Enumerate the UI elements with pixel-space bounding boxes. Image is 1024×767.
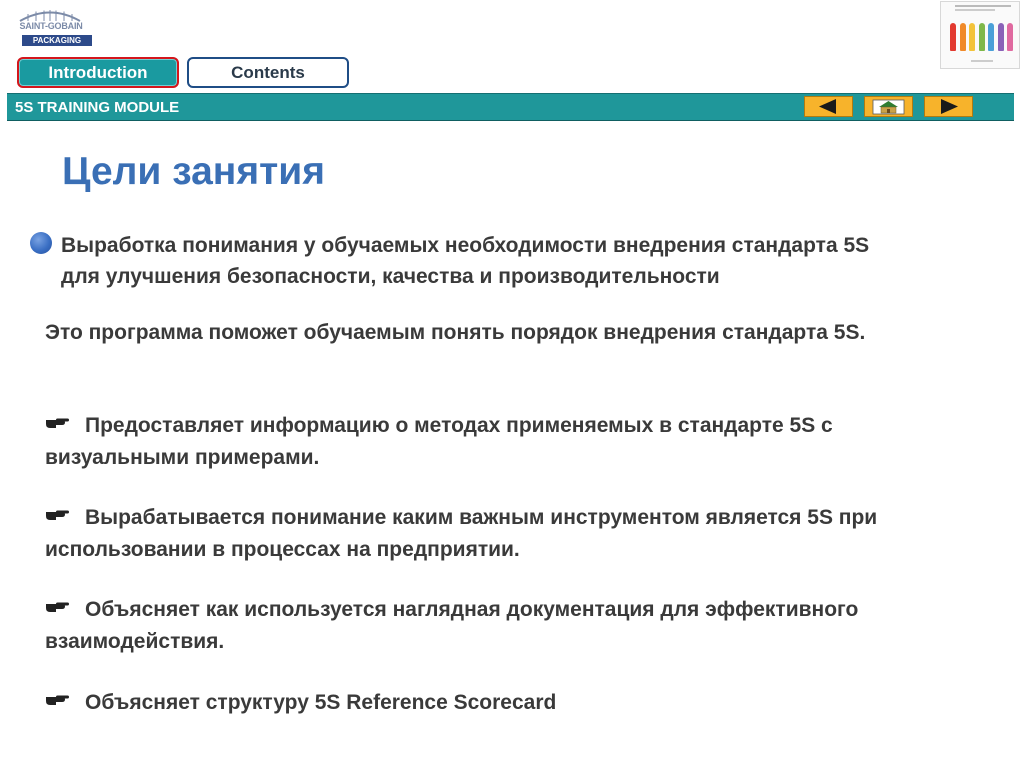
bottle-icon xyxy=(950,23,956,51)
bottle-icon xyxy=(979,23,985,51)
thumbnail-caption xyxy=(955,5,1011,11)
pointing-hand-icon xyxy=(45,685,71,716)
pointing-hand-icon xyxy=(45,408,71,439)
logo-company-name: SAINT-GOBAIN xyxy=(19,21,83,31)
bottle-icon xyxy=(988,23,994,51)
pointing-hand-icon xyxy=(45,592,71,623)
arrow-left-icon xyxy=(805,97,852,116)
list-item xyxy=(45,502,915,565)
thumbnail-footer xyxy=(971,60,993,62)
list-item xyxy=(45,594,915,657)
list-item-text: Вырабатывается понимание каким важным инструментом является 5S при использовании в процессах на предприятии. xyxy=(45,506,878,561)
saint-gobain-logo xyxy=(14,8,88,48)
logo-arch-icon xyxy=(18,8,82,22)
bullet-icon xyxy=(30,232,52,254)
logo-division-name: PACKAGING xyxy=(22,35,92,46)
list-item-text: Предоставляет информацию о методах применяемых в стандарте 5S с визуальными примерами. xyxy=(45,414,833,469)
bottles-thumbnail-image xyxy=(940,1,1020,69)
module-title: 5S TRAINING MODULE xyxy=(15,99,180,116)
list-item xyxy=(45,687,915,719)
slide-title: Цели занятия xyxy=(62,150,325,193)
pointing-hand-icon xyxy=(45,500,71,531)
next-button[interactable] xyxy=(924,96,973,117)
bottle-icon xyxy=(969,23,975,51)
previous-button[interactable] xyxy=(804,96,853,117)
home-button[interactable] xyxy=(864,96,913,117)
module-banner xyxy=(7,93,1014,121)
list-item xyxy=(45,410,915,473)
bottle-icon xyxy=(1007,23,1013,51)
introduction-button[interactable]: Introduction xyxy=(17,57,179,88)
program-intro-text: Это программа поможет обучаемым понять порядок внедрения стандарта 5S. xyxy=(45,321,866,344)
home-icon xyxy=(865,97,912,116)
arrow-right-icon xyxy=(925,97,972,116)
bottle-icon xyxy=(998,23,1004,51)
list-item-text: Объясняет как используется наглядная документация для эффективного взаимодействия. xyxy=(45,598,859,653)
contents-button[interactable]: Contents xyxy=(187,57,349,88)
bottle-icon xyxy=(960,23,966,51)
main-objective-text: Выработка понимания у обучаемых необходимости внедрения стандарта 5S для улучшения безопасности, качества и производительности xyxy=(61,234,870,288)
list-item-text: Объясняет структуру 5S Reference Scorecard xyxy=(85,691,557,714)
